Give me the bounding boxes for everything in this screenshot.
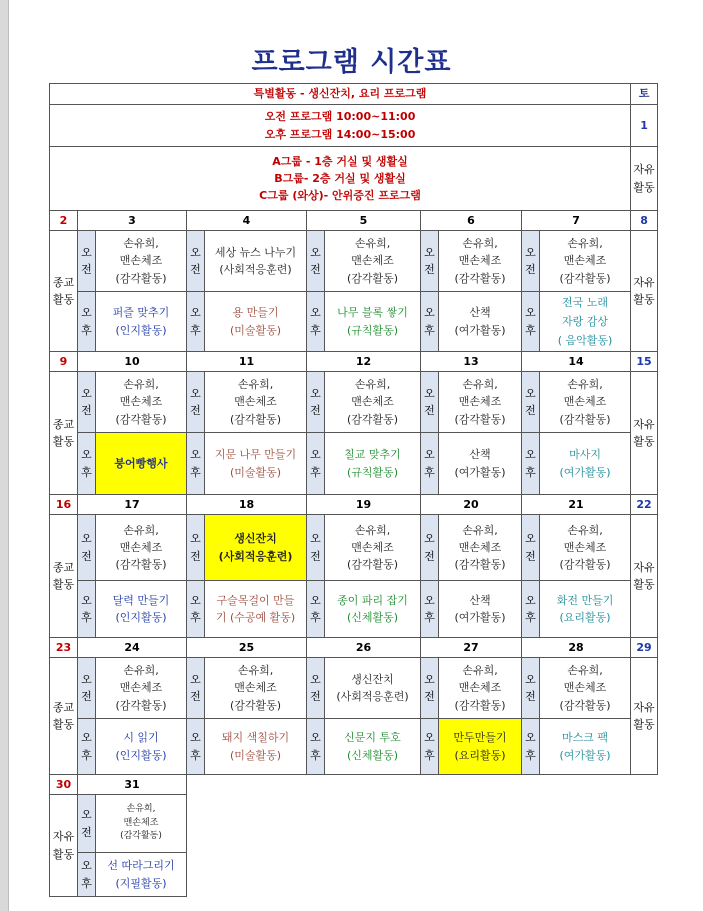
pm-line: (미술활동) [229, 323, 282, 337]
am-line: 손유희, [354, 378, 391, 392]
am-line: (감각활동) [559, 698, 611, 712]
pm-activity [96, 719, 187, 775]
weekday-date: 25 [187, 638, 307, 658]
pm-label: 오 후 [78, 581, 96, 638]
am-label: 오 전 [522, 372, 540, 433]
pm-activity [325, 581, 421, 638]
am-line: 손유희, [123, 237, 159, 251]
pm-activity [540, 581, 631, 638]
am-line: 손유희, [123, 378, 159, 392]
am-label: 오 전 [307, 658, 325, 719]
am-line: (감각활동) [454, 271, 506, 285]
pm-line: 구슬목걸이 만들 [216, 593, 295, 607]
am-label: 오 전 [187, 515, 205, 581]
pm-program-time: 오후 프로그램 14:00~15:00 [264, 127, 416, 141]
group-c: C그룹 (와상)- 안위증진 프로그램 [259, 189, 421, 203]
pm-line: (규칙활동) [346, 465, 399, 479]
am-line: (사회적응훈련) [218, 549, 293, 563]
am-line: 손유희, [237, 664, 274, 678]
pm-label: 오 후 [522, 433, 540, 495]
saturday-header: 토 [631, 84, 658, 105]
weekday-date: 18 [187, 495, 307, 515]
am-line: (감각활동) [559, 412, 611, 426]
pm-line: 용 만들기 [232, 306, 279, 320]
pm-activity [96, 581, 187, 638]
pm-line: 퍼즐 맞추기 [112, 306, 170, 320]
am-activity [540, 372, 631, 433]
am-line: 맨손체조 [351, 395, 394, 409]
am-line: (감각활동) [346, 412, 399, 426]
pm-label: 오 후 [187, 292, 205, 352]
am-line: 맨손체조 [458, 395, 502, 409]
sunday-activity: 종교 활동 [50, 231, 78, 352]
saturday-day-1: 1 [631, 105, 658, 147]
weekday-date: 3 [78, 211, 187, 231]
am-line: 손유희, [123, 664, 159, 678]
am-activity [96, 515, 187, 581]
weekday-date: 13 [421, 352, 522, 372]
weekday-date: 7 [522, 211, 631, 231]
am-line: 맨손체조 [351, 254, 394, 268]
sunday-activity: 종교 활동 [50, 515, 78, 638]
pm-line: (신체활동) [346, 611, 399, 624]
am-line: 맨손체조 [119, 395, 163, 409]
pm-line: (요리활동) [454, 748, 506, 762]
am-line: 손유희, [462, 523, 498, 537]
pm-line: (인지활동) [115, 323, 167, 337]
am-line: (감각활동) [346, 271, 399, 285]
am-line: (감각활동) [115, 698, 167, 712]
pm-line: 만두만들기 [453, 731, 507, 745]
am-program-time: 오전 프로그램 10:00~11:00 [264, 110, 416, 124]
am-label: 오 전 [421, 231, 439, 292]
pm-activity [540, 292, 631, 352]
pm-line: (여가활동) [454, 611, 506, 624]
pm-label: 오 후 [187, 433, 205, 495]
pm-line: (인지활동) [115, 611, 167, 624]
am-line: (감각활동) [559, 558, 611, 572]
group-list [50, 147, 631, 211]
am-line: 손유희, [123, 523, 159, 537]
am-activity [325, 372, 421, 433]
am-line: (감각활동) [115, 271, 167, 285]
am-line: 손유희, [354, 237, 391, 251]
am-line: 손유희, [462, 237, 498, 251]
sunday-activity: 종교 활동 [50, 658, 78, 775]
pm-activity [439, 292, 522, 352]
free-activity: 자유 활동 [631, 515, 658, 638]
am-activity [439, 658, 522, 719]
am-activity [96, 658, 187, 719]
left-edge-strip [0, 0, 9, 911]
weekday-date: 20 [421, 495, 522, 515]
am-line: 손유희, [567, 523, 603, 537]
pm-line: (미술활동) [229, 748, 282, 762]
empty-area [187, 795, 658, 897]
am-label: 오 전 [187, 658, 205, 719]
pm-label: 오 후 [307, 292, 325, 352]
am-line: (감각활동) [454, 558, 506, 572]
pm-label: 오 후 [307, 581, 325, 638]
pm-line: (인지활동) [115, 748, 167, 762]
am-line: 맨손체조 [563, 395, 607, 409]
am-line: 손유희, [462, 664, 498, 678]
pm-line: 칠교 맞추기 [344, 448, 401, 462]
am-label: 오 전 [78, 795, 96, 853]
am-label: 오 전 [187, 372, 205, 433]
pm-line: 기 (수공예 활동) [215, 611, 296, 624]
sunday-date: 30 [50, 775, 78, 795]
am-line: 손유희, [237, 378, 274, 392]
pm-label: 오 후 [421, 433, 439, 495]
am-line: 맨손체조 [123, 817, 159, 828]
sunday-activity: 종교 활동 [50, 372, 78, 495]
am-line: 맨손체조 [458, 254, 502, 268]
saturday-date: 22 [631, 495, 658, 515]
pm-label: 오 후 [522, 581, 540, 638]
am-line: (감각활동) [454, 698, 506, 712]
pm-activity [96, 853, 187, 897]
am-line: (감각활동) [229, 412, 282, 426]
am-activity [325, 515, 421, 581]
pm-label: 오 후 [187, 581, 205, 638]
am-line: 손유희, [354, 523, 391, 537]
am-label: 오 전 [522, 658, 540, 719]
free-activity: 자유 활동 [50, 795, 78, 897]
pm-line: 자랑 감상 [562, 314, 609, 328]
am-line: 손유희, [567, 664, 603, 678]
pm-line: 산책 [469, 306, 491, 320]
am-label: 오 전 [78, 515, 96, 581]
weekday-date: 28 [522, 638, 631, 658]
am-line: 맨손체조 [119, 254, 163, 268]
am-line: 맨손체조 [563, 681, 607, 695]
am-line: 맨손체조 [351, 540, 394, 554]
am-line: 맨손체조 [119, 681, 163, 695]
sunday-date: 9 [50, 352, 78, 372]
pm-line: (미술활동) [229, 465, 282, 479]
pm-line: (여가활동) [559, 465, 611, 479]
schedule-table [49, 83, 658, 897]
am-activity-highlight [205, 515, 307, 581]
free-activity: 자유 활동 [631, 372, 658, 495]
pm-line: 화전 만들기 [556, 593, 614, 607]
am-label: 오 전 [307, 515, 325, 581]
pm-label: 오 후 [307, 433, 325, 495]
am-activity [205, 231, 307, 292]
pm-activity [325, 292, 421, 352]
pm-label: 오 후 [78, 292, 96, 352]
am-activity [540, 515, 631, 581]
weekday-date: 14 [522, 352, 631, 372]
am-line: 손유희, [567, 237, 603, 251]
sunday-date: 23 [50, 638, 78, 658]
am-line: 맨손체조 [563, 540, 607, 554]
am-activity [439, 515, 522, 581]
pm-activity [96, 292, 187, 352]
am-activity [96, 372, 187, 433]
pm-line: (요리활동) [559, 611, 611, 624]
pm-line: 붕어빵행사 [114, 456, 168, 470]
pm-line: ( 음악활동) [557, 334, 613, 348]
weekday-date: 10 [78, 352, 187, 372]
am-line: (감각활동) [346, 558, 399, 572]
am-line: 생신잔치 [234, 532, 277, 546]
am-activity [96, 795, 187, 853]
pm-line: (규칙활동) [346, 323, 399, 337]
pm-label: 오 후 [78, 433, 96, 495]
weekday-date: 5 [307, 211, 421, 231]
pm-line: (여가활동) [559, 748, 611, 762]
free-activity-sat-1: 자유 활동 [631, 147, 658, 211]
pm-activity-highlight [439, 719, 522, 775]
am-activity [540, 658, 631, 719]
am-line: 손유희, [126, 803, 156, 814]
pm-activity [325, 719, 421, 775]
pm-label: 오 후 [78, 853, 96, 897]
am-line: 맨손체조 [458, 540, 502, 554]
am-activity [325, 231, 421, 292]
am-line: 손유희, [462, 378, 498, 392]
am-line: (감각활동) [115, 558, 167, 572]
pm-activity-highlight [96, 433, 187, 495]
am-line: (감각활동) [559, 271, 611, 285]
am-activity [439, 372, 522, 433]
pm-activity [205, 292, 307, 352]
sunday-date: 2 [50, 211, 78, 231]
am-label: 오 전 [78, 231, 96, 292]
pm-label: 오 후 [421, 581, 439, 638]
weekday-date: 31 [78, 775, 187, 795]
pm-activity [205, 719, 307, 775]
saturday-date: 29 [631, 638, 658, 658]
am-label: 오 전 [421, 372, 439, 433]
am-label: 오 전 [522, 515, 540, 581]
am-activity [439, 231, 522, 292]
pm-activity [205, 433, 307, 495]
page-title: 프로그램 시간표 [251, 47, 452, 78]
free-activity: 자유 활동 [631, 658, 658, 775]
weekday-date: 21 [522, 495, 631, 515]
empty-area [187, 775, 658, 795]
group-b: B그룹- 2층 거실 및 생활실 [274, 171, 406, 185]
am-activity [325, 658, 421, 719]
am-line: (감각활동) [229, 698, 282, 712]
weekday-date: 27 [421, 638, 522, 658]
pm-label: 오 후 [187, 719, 205, 775]
am-label: 오 전 [421, 515, 439, 581]
am-activity [540, 231, 631, 292]
free-activity: 자유 활동 [631, 231, 658, 352]
pm-activity [439, 433, 522, 495]
pm-activity [540, 433, 631, 495]
am-line: 세상 뉴스 나누기 [214, 245, 297, 259]
am-line: 맨손체조 [234, 681, 277, 695]
weekday-date: 12 [307, 352, 421, 372]
am-label: 오 전 [421, 658, 439, 719]
pm-line: 선 따라그리기 [107, 859, 175, 873]
saturday-date: 8 [631, 211, 658, 231]
pm-label: 오 후 [421, 292, 439, 352]
am-label: 오 전 [307, 231, 325, 292]
am-line: 맨손체조 [234, 395, 277, 409]
am-label: 오 전 [307, 372, 325, 433]
am-label: 오 전 [187, 231, 205, 292]
am-line: (사회적응훈련) [336, 690, 409, 703]
weekday-date: 11 [187, 352, 307, 372]
pm-label: 오 후 [78, 719, 96, 775]
pm-line: (여가활동) [454, 465, 506, 479]
pm-activity [439, 581, 522, 638]
am-line: 맨손체조 [563, 254, 607, 268]
weekday-date: 26 [307, 638, 421, 658]
pm-line: 신문지 투호 [344, 731, 401, 745]
am-line: (사회적응훈련) [219, 263, 292, 276]
am-line: 생신잔치 [351, 672, 394, 686]
pm-line: 산책 [469, 593, 491, 607]
weekday-date: 17 [78, 495, 187, 515]
special-activity-banner: 특별활동 - 생신잔치, 요리 프로그램 [50, 84, 631, 105]
am-line: 맨손체조 [119, 540, 163, 554]
am-line: 맨손체조 [458, 681, 502, 695]
saturday-date: 15 [631, 352, 658, 372]
pm-line: 마스크 팩 [562, 731, 609, 745]
group-a: A그룹 - 1층 거실 및 생활실 [272, 154, 408, 168]
pm-activity [325, 433, 421, 495]
am-line: (감각활동) [454, 412, 506, 426]
am-label: 오 전 [78, 372, 96, 433]
pm-line: 돼지 색칠하기 [221, 731, 290, 745]
pm-label: 오 후 [522, 719, 540, 775]
pm-activity [205, 581, 307, 638]
pm-line: (지필활동) [115, 876, 167, 890]
pm-line: 종이 파리 잡기 [337, 593, 408, 607]
pm-line: 나무 블록 쌓기 [337, 306, 408, 320]
am-activity [205, 372, 307, 433]
pm-label: 오 후 [522, 292, 540, 352]
am-activity [96, 231, 187, 292]
am-label: 오 전 [78, 658, 96, 719]
pm-line: 시 읽기 [123, 731, 159, 745]
pm-line: 산책 [469, 448, 491, 462]
pm-line: (신체활동) [346, 748, 399, 762]
am-label: 오 전 [522, 231, 540, 292]
pm-line: 지문 나무 만들기 [214, 448, 297, 462]
pm-label: 오 후 [307, 719, 325, 775]
pm-line: 달력 만들기 [112, 593, 170, 607]
weekday-date: 24 [78, 638, 187, 658]
pm-line: 마사지 [569, 448, 601, 462]
sunday-date: 16 [50, 495, 78, 515]
program-times [50, 105, 631, 147]
am-line: (감각활동) [120, 831, 162, 842]
am-line: (감각활동) [115, 412, 167, 426]
weekday-date: 6 [421, 211, 522, 231]
am-line: 손유희, [567, 378, 603, 392]
pm-line: 전국 노래 [562, 295, 609, 309]
pm-line: (여가활동) [454, 323, 506, 337]
pm-label: 오 후 [421, 719, 439, 775]
am-activity [205, 658, 307, 719]
weekday-date: 19 [307, 495, 421, 515]
weekday-date: 4 [187, 211, 307, 231]
pm-activity [540, 719, 631, 775]
